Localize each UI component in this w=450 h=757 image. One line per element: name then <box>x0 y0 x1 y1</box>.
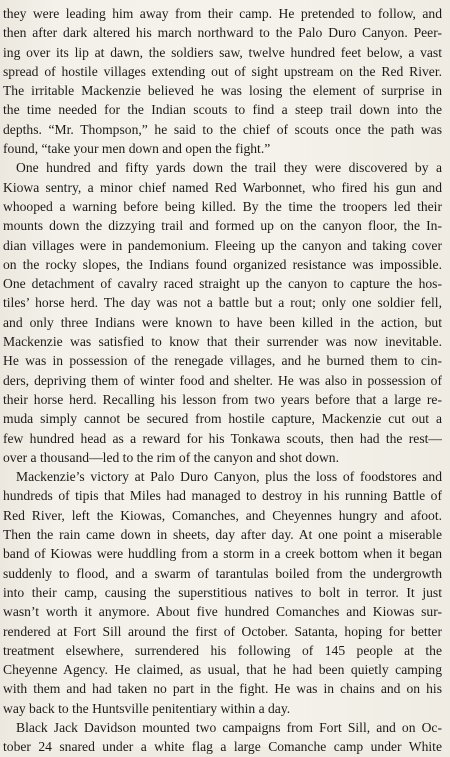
text-line: found, “take your men down and open the fight.” <box>3 141 271 157</box>
paragraph-3 <box>3 467 442 718</box>
text-line: Mackenzie was satisfied to know that their surrender was now inevitable. <box>3 334 442 350</box>
paragraph-1 <box>3 4 442 158</box>
text-line: muda simply cannot be secured from hostile capture, Mackenzie cut out a <box>3 411 442 427</box>
text-line: Red River, left the Kiowas, Comanches, and Cheyennes hungry and afoot. <box>3 507 442 523</box>
text-line: mounts down the dizzying trail and formed up on the canyon floor, the In- <box>3 218 442 234</box>
text-line: dian villages were in pandemonium. Fleeing up the canyon and taking cover <box>3 237 442 253</box>
text-line: over a thousand—led to the rim of the canyon and shot down. <box>3 449 339 465</box>
text-line: whooped a warning before being killed. By the time the troopers led their <box>3 198 442 214</box>
text-line: Then the rain came down in sheets, day after day. At one point a miserable <box>3 527 442 543</box>
text-line: treatment elsewhere, surrendered his following of 145 people at the <box>3 642 442 658</box>
text-line: wasn’t worth it anymore. About five hundred Comanches and Kiowas sur- <box>3 604 442 620</box>
text-line: spread of hostile villages extending out of sight upstream on the Red River. <box>3 63 442 79</box>
paragraph-4 <box>3 718 442 757</box>
text-line: the time needed for the Indian scouts to find a steep trail down into the <box>3 102 442 118</box>
text-line: few hundred head as a reward for his Tonkawa scouts, then had the rest— <box>3 430 442 446</box>
text-line: and only three Indians were known to have been killed in the action, but <box>3 314 442 330</box>
text-line: Mackenzie’s victory at Palo Duro Canyon, plus the loss of foodstores and <box>16 469 442 485</box>
text-line: band of Kiowas were huddling from a storm in a creek bottom when it began <box>3 546 442 562</box>
text-line: ing over its lip at dawn, the soldiers saw, twelve hundred feet below, a vast <box>3 44 442 60</box>
text-line: He was in possession of the renegade villages, and he burned them to cin- <box>3 353 442 369</box>
text-line: Kiowa sentry, a minor chief named Red Warbonnet, who fired his gun and <box>3 179 442 195</box>
text-line: with them and had taken no part in the fight. He was in chains and on his <box>3 681 442 697</box>
text-line: their horse herd. Recalling his lesson from two years before that a large re- <box>3 391 442 407</box>
text-line: Cheyenne Agency. He claimed, as usual, that he had been quietly camping <box>3 662 442 678</box>
text-line: One hundred and fifty yards down the trail they were discovered by a <box>16 160 442 176</box>
body-text <box>3 4 442 757</box>
text-line: ders, depriving them of winter food and shelter. He was also in possession of <box>3 372 442 388</box>
text-line: depths. “Mr. Thompson,” he said to the chief of scouts once the path was <box>3 121 442 137</box>
text-line: on the rocky slopes, the Indians found organized resistance was impossible. <box>3 256 442 272</box>
paragraph-2 <box>3 158 442 467</box>
text-line: One detachment of cavalry raced straight up the canyon to capture the hos- <box>3 276 442 292</box>
text-line: they were leading him away from their camp. He pretended to follow, and <box>3 6 442 21</box>
text-line: tober 24 snared under a white flag a large Comanche camp under White <box>3 739 442 755</box>
text-line: into their camp, causing the superstitious natives to bolt in terror. It just <box>3 584 442 600</box>
text-line: way back to the Huntsville penitentiary within a day. <box>3 700 291 716</box>
text-line: Black Jack Davidson mounted two campaigns from Fort Sill, and on Oc- <box>16 719 442 735</box>
text-line: hundreds of tipis that Miles had managed to destroy in his running Battle of <box>3 488 442 504</box>
text-line: rendered at Fort Sill around the first of October. Satanta, hoping for better <box>3 623 442 639</box>
text-line: suddenly to flood, and a swarm of tarantulas boiled from the undergrowth <box>3 565 442 581</box>
text-line: then after dark altered his march northward to the Palo Duro Canyon. Peer- <box>3 25 442 41</box>
text-line: The irritable Mackenzie believed he was losing the element of surprise in <box>3 83 442 99</box>
text-line: tiles’ horse herd. The day was not a battle but a rout; only one soldier fell, <box>3 295 442 311</box>
